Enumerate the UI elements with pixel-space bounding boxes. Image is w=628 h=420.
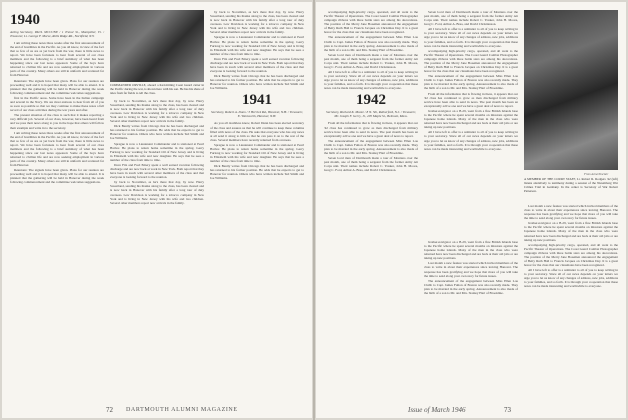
issue-label: Issue of March 1946 <box>408 406 466 414</box>
photo-credit: From Acme/Sinclair <box>584 172 609 176</box>
paragraph: Last month a new feature was started which invited members of the class to write in about their experiences since leaving Hanover. The response has been gratifying and we hope that more of you will take the time to send along your own story for future issues. <box>424 261 518 278</box>
paragraph: by back to November, as he's there that day, by now. Harry Sweetland, sending his thanks along to the class, has been cleared and is now back in Hanover with his family after a long tour of duty overseas. Lew Davidson is working for a tobacco company in New York and is living in New Jersey with his wife and two children. Several other members report new arrivals in the family. <box>110 98 204 123</box>
paragraph: From all the information that is flowing in there, it appears that our '42 class has continued to grow as men discharged from military service have been able to send in news. The past month has been an exceptionally active one and we have a great deal of news to report. <box>424 91 518 108</box>
paragraph: Dick Bently writes from Chicago that he has been discharged and has returned to his former position. He adds that he expects to get to Hanover for reunion. Others who have written include Ted Smith and Joe Williams. <box>210 164 304 181</box>
left-column-1 <box>10 10 104 186</box>
page-number-right: 73 <box>504 406 511 414</box>
page-gutter <box>313 0 315 420</box>
paragraph: Reunions: The signals have been given. Plans for our reunion are proceeding well and it is hoped that many will be able to attend. It is planned that the gathering will be held in Hanover during the week following commencement and the committee welcomes suggestions. <box>10 78 104 95</box>
paragraph: Dave Fitz and Fred Emery spent a well earned vacation following discharge and are now back at work in New York. Both report that they have been in touch with several other members of the class and that everyone is looking forward to the reunion. <box>210 56 304 74</box>
paragraph: Sprague is now a Lieutenant Commander and is stationed at Pearl Harbor. He plans to return home sometime in the spring. Gerry Furlong is now working for Standard Oil of New Jersey and is living in Elizabeth with his wife and new daughter. He says that he sees a number of the class from time to time. <box>210 142 304 164</box>
right-column-2 <box>424 10 518 152</box>
paragraph: Dave Fitz and Fred Emery spent a well earned vacation following discharge and are now back at work in New York. Both report that they have been in touch with several other members of the class and that everyone is looking forward to the reunion. <box>110 162 204 180</box>
right-page <box>316 2 626 418</box>
left-page <box>2 2 312 418</box>
paragraph: As you all doubtless know, Robert Dunn has been elected secretary of the class and assures us that he will continue to keep these columns filled with news of the class. He asks that everyone who has any news at all send it along to him so that he can pass it on to the rest of the class. Several members have recently returned from overseas. <box>210 121 304 142</box>
right-column-1 <box>324 10 418 174</box>
page-number-left: 72 <box>106 406 113 414</box>
paragraph: The announcement of the engagement between Miss Ellen Lou Clubb to Capt. James Fulton of Boston was also recently made. They plan to be married in the early spring. Announcement is also made of the birth of a son to Mr. and Mrs. Stanley Hart of Brookline. <box>424 74 518 91</box>
class-photo <box>110 10 204 82</box>
photo-caption: A MEMBER OF THE COURT STAFF, Lt. Robert R. Rodgers '42 (left) listens attentively to testimony during a session of the Nuremberg War Crimes Trial in Germany. In the center is Secretary of War Robert Patterson. <box>524 177 618 193</box>
photo-caption: COMMANDER ORVILLE, aboard a hard-hitting Coast Guard cutter in the Pacific during the war, is shown here with his son. He has his share of tales from far fields to tell the class. <box>110 83 204 95</box>
paragraph: brother-navigator on a B-29, went from a fine British Islands base to the Pacific where he spent several months on missions against the Japanese home islands. Many of the men in the class who were returned have now been discharged and are back at their old jobs or are taking up new positions. <box>424 240 518 261</box>
class-1942-heading: 1942 <box>356 92 386 109</box>
paragraph: I am writing these notes three weeks after the first announcement of the end of hostilities in the Pacific. As you all know, in view of the fact that so few of us are as yet back from the war, there is little news to report. We have been fortunate to hear from several of our class members and the following is a brief summary of what has been happening since our last notes appeared. Some of the boys have returned to civilian life and are now seeking employment in various parts of the country. Many others are still in uniform and scattered far from Hanover. <box>10 130 104 168</box>
paragraph: accompanying high-priority cargo, operated, and all went to the Pacific Theater of Operations. The Coast Guard Combat Photographer campaign ribbons with three battle stars are among his decorations. The position of the Merry Jane Bosemen announced the engagement of Betty Ruth Hall to Francis Jacques on Christmas Day. It is a great honor for the class that our classmates have been recognized. <box>524 242 618 268</box>
paragraph: The present situation of the class is such that it makes reporting a very difficult job. Several of our class, however, have been heard from and we pass their news along to you in the hope that others will follow their example and write in to the secretary. <box>10 113 104 130</box>
paragraph: The announcement of the engagement between Miss Ellen Lou Clubb to Capt. James Fulton of Boston was also recently made. They plan to be married in the early spring. Announcement is also made of the birth of a son to Mr. and Mrs. Stanley Hart of Brookline. <box>424 278 518 295</box>
class-1942-secretary: Secretary, Richard K. Moore / 8 N. 5th, Rutherford, N.J. / Treasurer, Mr. Joseph F. Gerry, Jr., 205 Maple St., Belmont, Mass. <box>326 110 416 119</box>
paragraph: All I have left to offer is a reminder to all of you to keep writing in to your secretary. Since all of our news depends on your letters we urge you to let us know of any changes of address, new jobs, additions to your families, and so forth. It is through your cooperation that these notes can be made interesting and worthwhile to everyone. <box>424 130 518 151</box>
paragraph: Sprague is now a Lieutenant Commander and is stationed at Pearl Harbor. He plans to return home sometime in the spring. Gerry Furlong is now working for Standard Oil of New Jersey and is living in Elizabeth with his wife and new daughter. He says that he sees a number of the class from time to time. <box>210 35 304 56</box>
class-1940-secretary: Acting Secretary, PAUL MCCUNE / 1 Trenor St., Montpelier, Vt. / Treasurer, Lt. George F. Morse, Rolls Ridge Rd., Nortifield, N.Y. <box>10 30 104 38</box>
paragraph: accompanying high-priority cargo, operated, and all went to the Pacific Theater of Operations. The Coast Guard Combat Photographer campaign ribbons with three battle stars are among his decorations. The position of the Merry Jane Bosemen announced the engagement of Betty Ruth Hall to Francis Jacques on Christmas Day. It is a great honor for the class that our classmates have been recognized. <box>324 10 418 35</box>
paragraph: first in the Pacific areas. Some have been in the Italian campaign and several in the Navy. We are most anxious to hear from all of you as soon as possible so that we may continue to make these notes a full record of our class activities during the war years and after. <box>10 95 104 113</box>
paragraph: Last month a new feature was started which invited members of the class to write in about their experiences since leaving Hanover. The response has been gratifying and we hope that more of you will take the time to send along your own story for future issues. <box>524 204 618 221</box>
left-column-2 <box>110 10 204 206</box>
paragraph: From all the information that is flowing in there, it appears that our '42 class has continued to grow as men discharged from military service have been able to send in news. The past month has been an exceptionally active one and we have a great deal of news to report. <box>324 121 418 138</box>
paragraph: All I have left to offer is a reminder to all of you to keep writing in to your secretary. Since all of our news depends on your letters we urge you to let us know of any changes of address, new jobs, additions to your families, and so forth. It is through your cooperation that these notes can be made interesting and worthwhile to everyone. <box>424 27 518 48</box>
paragraph: I am writing these notes three weeks after the first announcement of the end of hostilities in the Pacific. As you all know, in view of the fact that so few of us are as yet back from the war, there is little news to report. We have been fortunate to hear from several of our class members and the following is a brief summary of what has been happening since our last notes appeared. Some of the boys have returned to civilian life and are now seeking employment in various parts of the country. Many others are still in uniform and scattered far from Hanover. <box>10 41 104 78</box>
paragraph: Seven local men of Dartmouth made a tour of Montana over the past month, one of them being a sergeant from the former Army Air Corps unit. Their names include Robert C. Yonker, John H. Moore, Greg C. Ford, Arthur A. Brea, and David Christianson. <box>424 10 518 27</box>
left-column-3 <box>210 10 304 182</box>
class-1940-heading: 1940 <box>10 12 40 28</box>
paragraph: The announcement of the engagement between Miss Ellen Lou Clubb to Capt. James Fulton of Boston was also recently made. They plan to be married in the early spring. Announcement is also made of the birth of a son to Mr. and Mrs. Stanley Hart of Brookline. <box>324 35 418 52</box>
trial-photo <box>524 10 618 170</box>
paragraph: All I have left to offer is a reminder to all of you to keep writing in to your secretary. Since all of our news depends on your letters we urge you to let us know of any changes of address, new jobs, additions to your families, and so forth. It is through your cooperation that these notes can be made interesting and worthwhile to everyone. <box>324 70 418 91</box>
paragraph: Seven local men of Dartmouth made a tour of Montana over the past month, one of them being a sergeant from the former Army Air Corps unit. Their names include Robert C. Yonker, John H. Moore, Greg C. Ford, Arthur A. Brea, and David Christianson. <box>324 156 418 173</box>
paragraph: Sprague is now a Lieutenant Commander and is stationed at Pearl Harbor. He plans to return home sometime in the spring. Gerry Furlong is now working for Standard Oil of New Jersey and is living in Elizabeth with his wife and new daughter. He says that he sees a number of the class from time to time. <box>110 141 204 162</box>
paragraph: by back to November, as he's there that day, by now. Harry Sweetland, sending his thanks along to the class, has been cleared and is now back in Hanover with his family after a long tour of duty overseas. Lew Davidson is working for a tobacco company in New York and is living in New Jersey with his wife and two children. Several other members report new arrivals in the family. <box>210 10 304 35</box>
paragraph: by back to November, as he's there that day, by now. Harry Sweetland, sending his thanks along to the class, has been cleared and is now back in Hanover with his family after a long tour of duty overseas. Lew Davidson is working for a tobacco company in New York and is living in New Jersey with his wife and two children. Several other members report new arrivals in the family. <box>110 180 204 205</box>
class-1941-secretary: Secretary, Robert A. Dunn / 3 Herrick Rd., Hanover, N.H. / Treasurer, E. Wentworth, Hanover, N.H. <box>211 110 303 119</box>
paragraph: The announcement of the engagement between Miss Ellen Lou Clubb to Capt. James Fulton of Boston was also recently made. They plan to be married in the early spring. Announcement is also made of the birth of a son to Mr. and Mrs. Stanley Hart of Brookline. <box>324 138 418 155</box>
paragraph: brother-navigator on a B-29, went from a fine British Islands base to the Pacific where he spent several months on missions against the Japanese home islands. Many of the men in the class who were returned have now been discharged and are back at their old jobs or are taking up new positions. <box>424 109 518 130</box>
paragraph: accompanying high-priority cargo, operated, and all went to the Pacific Theater of Operations. The Coast Guard Combat Photographer campaign ribbons with three battle stars are among his decorations. The position of the Merry Jane Bosemen announced the engagement of Betty Ruth Hall to Francis Jacques on Christmas Day. It is a great honor for the class that our classmates have been recognized. <box>424 48 518 74</box>
paragraph: Seven local men of Dartmouth made a tour of Montana over the past month, one of them being a sergeant from the former Army Air Corps unit. Their names include Robert C. Yonker, John H. Moore, Greg C. Ford, Arthur A. Brea, and David Christianson. <box>324 52 418 69</box>
paragraph: All I have left to offer is a reminder to all of you to keep writing in to your secretary. Since all of our news depends on your letters we urge you to let us know of any changes of address, new jobs, additions to your families, and so forth. It is through your cooperation that these notes can be made interesting and worthwhile to everyone. <box>524 268 618 289</box>
right-column-4 <box>524 204 618 290</box>
paragraph: Dick Bently writes from Chicago that he has been discharged and has returned to his former position. He adds that he expects to get to Hanover for reunion. Others who have written include Ted Smith and Joe Williams. <box>110 124 204 141</box>
paragraph: Dick Bently writes from Chicago that he has been discharged and has returned to his former position. He adds that he expects to get to Hanover for reunion. Others who have written include Ted Smith and Joe Williams. <box>210 74 304 91</box>
class-1941-heading: 1941 <box>242 92 272 109</box>
magazine-footer: DARTMOUTH ALUMNI MAGAZINE <box>126 407 238 413</box>
right-column-3 <box>424 240 518 296</box>
paragraph: brother-navigator on a B-29, went from a fine British Islands base to the Pacific where he spent several months on missions against the Japanese home islands. Many of the men in the class who were returned have now been discharged and are back at their old jobs or are taking up new positions. <box>524 221 618 242</box>
paragraph: Reunions: The signals have been given. Plans for our reunion are proceeding well and it is hoped that many will be able to attend. It is planned that the gathering will be held in Hanover during the week following commencement and the committee welcomes suggestions. <box>10 168 104 185</box>
